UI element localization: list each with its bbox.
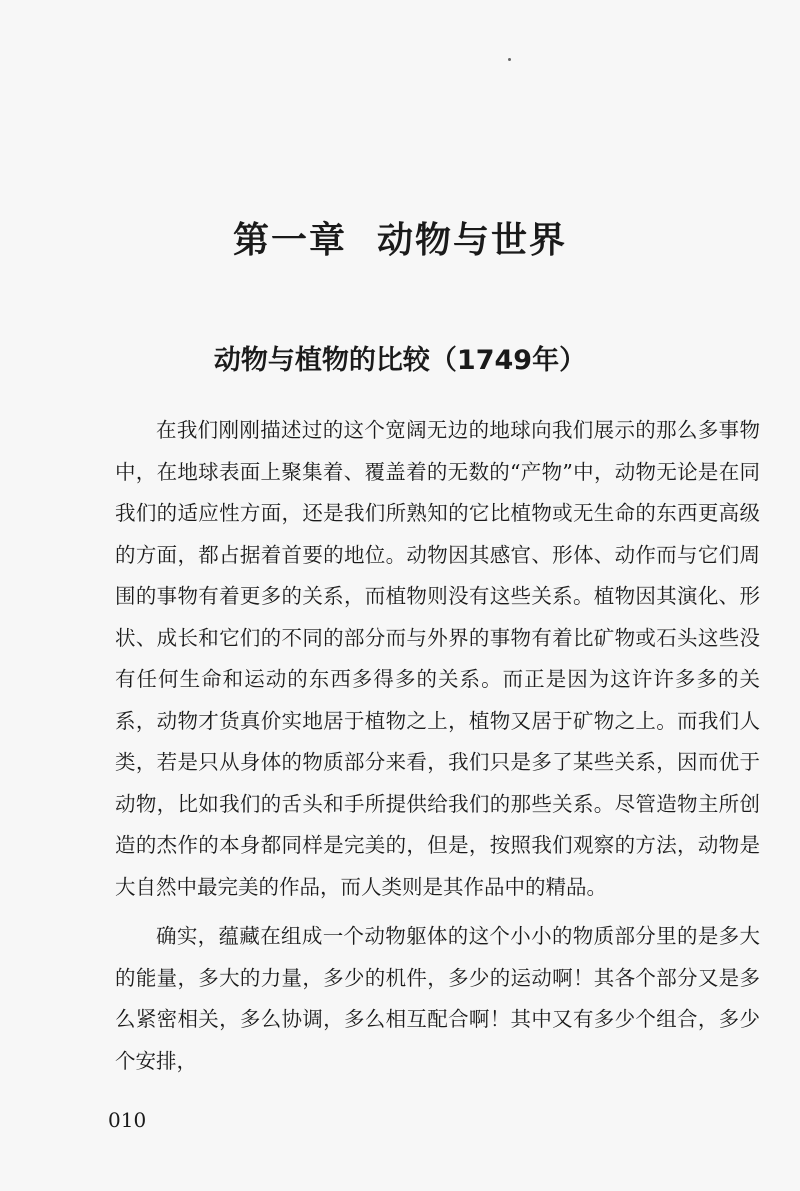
- scan-speck: [508, 58, 511, 61]
- section-title: 动物与植物的比较（1749年）: [213, 345, 587, 376]
- page-number: 010: [108, 1108, 147, 1132]
- body-text: [115, 410, 760, 1090]
- paragraph: 在我们刚刚描述过的这个宽阔无边的地球向我们展示的那么多事物中，在地球表面上聚集着、覆盖着的无数的“产物”中，动物无论是在同我们的适应性方面，还是我们所熟知的它比植物或无生命的东西更高级的方面，都占据着首要的地位。动物因其感官、形体、动作而与它们周围的事物有着更多的关系，而植物则没有这些关系。植物因其演化、形状、成长和它们的不同的部分而与外界的事物有着比矿物或石头这些没有任何生命和运动的东西多得多的关系。而正是因为这许许多多的关系，动物才货真价实地居于植物之上，植物又居于矿物之上。而我们人类，若是只从身体的物质部分来看，我们只是多了某些关系，因而优于动物，比如我们的舌头和手所提供给我们的那些关系。尽管造物主所创造的杰作的本身都同样是完美的，但是，按照我们观察的方法，动物是大自然中最完美的作品，而人类则是其作品中的精品。: [115, 418, 760, 899]
- chapter-number: 第一章: [232, 220, 347, 261]
- paragraph: 确实，蕴藏在组成一个动物躯体的这个小小的物质部分里的是多大的能量，多大的力量，多少的机件，多少的运动啊！其各个部分又是多么紧密相关，多么协调，多么相互配合啊！其中又有多少个组合，多少个安排，: [115, 924, 760, 1073]
- chapter-title: 动物与世界: [377, 220, 568, 261]
- chapter-heading: [0, 212, 800, 263]
